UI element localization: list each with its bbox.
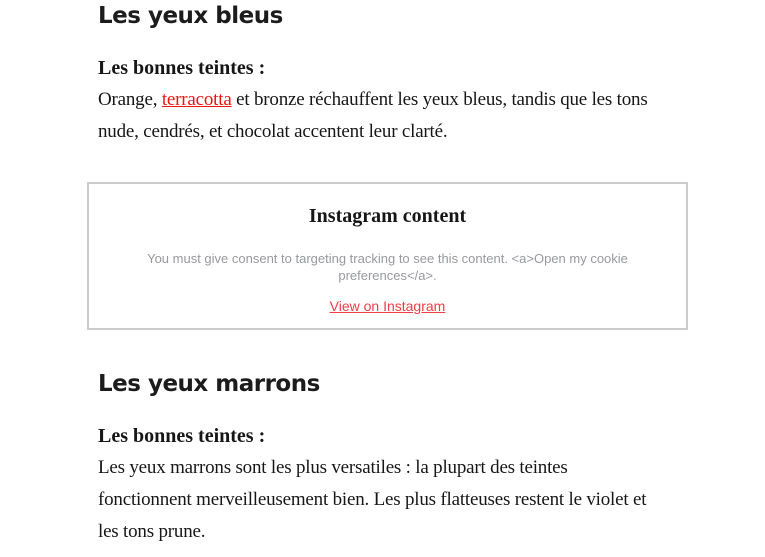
consent-message: You must give consent to targeting tracking to see this content. <a>Open my cookie preferences</a>. [147,251,628,283]
paragraph-line: Les yeux marrons sont les plus versatiles : la plupart des teintes [98,457,568,478]
section-brown-eyes [98,370,700,548]
terracotta-link[interactable]: terracotta [161,89,232,110]
subsection-heading-blue-eyes: Les bonnes teintes : [98,57,266,79]
paragraph-brown-eyes [98,452,700,548]
instagram-embed-consent-box [87,182,688,330]
section-title-blue-eyes: Les yeux bleus [98,3,283,29]
paragraph-blue-eyes [98,84,700,148]
paragraph-line: nude, cendrés, et chocolat accentent leur clarté. [98,121,448,142]
section-title-brown-eyes: Les yeux marrons [98,371,320,397]
paragraph-line: les tons prune. [98,521,206,542]
view-on-instagram-link[interactable]: View on Instagram [329,298,446,314]
section-blue-eyes [98,2,700,148]
subsection-heading-brown-eyes: Les bonnes teintes : [98,425,266,447]
text-after-link: et bronze réchauffent les yeux bleus, tandis que les tons [231,89,648,110]
embed-title: Instagram content [308,205,467,227]
paragraph-line [98,84,700,116]
paragraph-line: fonctionnent merveilleusement bien. Les plus flatteuses restent le violet et [98,489,647,510]
text-before-link: Orange, [98,89,162,110]
